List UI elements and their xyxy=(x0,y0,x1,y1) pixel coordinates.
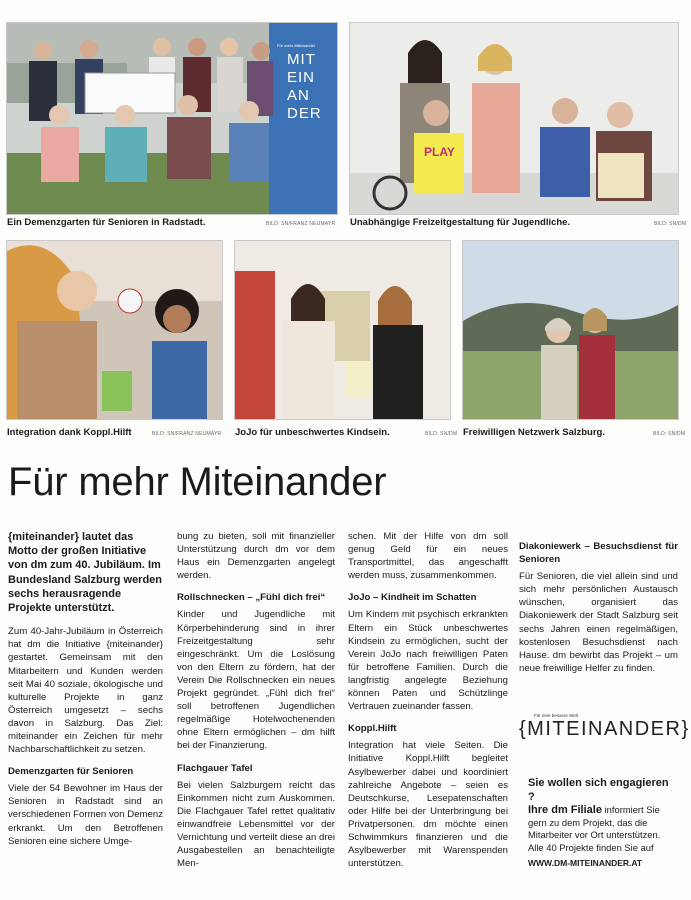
article-column-1 xyxy=(8,530,163,900)
body-paragraph: Bei vielen Salzburgern reicht das Einkommen nicht zum Auskommen. Die Flachgauer Tafel rettet qualitativ einwandfreie Lebensmittel vor der Vernichtung und verteilt diese an drei Ausgabestellen an benachteiligte Men- xyxy=(177,779,335,870)
photo-caption: Ein Demenzgarten für Senioren in Radstadt. xyxy=(7,217,206,228)
info-box xyxy=(528,776,678,870)
photo-credit: BILD: SN/DM xyxy=(653,431,686,437)
photo-freizeit xyxy=(349,22,679,215)
banner-line: MIT xyxy=(287,51,316,68)
subheading: Koppl.Hilft xyxy=(348,723,397,735)
subheading: Diakoniewerk – Besuchsdienst für Senioren xyxy=(519,541,678,566)
subheading: Demenzgarten für Senioren xyxy=(8,766,134,778)
lead-paragraph: {miteinander} lautet das Motto der großen Initiative von dm zum 40. Jubiläum. Im Bundesland Salzburg werden sechs herausragende Projekte unterstützt. xyxy=(8,531,163,615)
photo-jojo xyxy=(234,240,451,420)
body-paragraph: Kinder und Jugendliche mit Körperbehinderung sind in ihrer Freizeitgestaltung sehr eingeschränkt. Um die Loslösung von den Eltern zu fördern, hat der Verein Die Rollschnecken ein neues Projekt gegründet. „Fühl dich frei“ soll betroffenen Jugendlichen regelmäßige Hotelwochenenden ohne Eltern ermöglichen – dm hilft bei der Finanzierung. xyxy=(177,609,335,752)
photo-credit: BILD: SN/FRANZ NEUMAYR xyxy=(266,221,336,227)
body-paragraph: bung zu bieten, soll mit finanzieller Unterstützung durch dm vor dem Haus ein Demenzgarten angelegt werden. xyxy=(177,531,335,582)
info-text: informiert Sie gern zu dem Projekt, das die Mitarbeiter vor Ort unterstützen. Alle 40 Projekte finden Sie auf xyxy=(528,804,661,853)
body-paragraph: Um Kindern mit psychisch erkrankten Eltern ein Stück unbeschwertes Kindsein zu ermöglichen, sucht der Verein JoJo nach freiwilligen Paten für betroffene Familien. Durch die langfristig angelegte Beziehung können Paten und Schützlinge Vertrauen zueinander fassen. xyxy=(348,609,508,713)
photo-credit: BILD: SN/FRANZ NEUMAYR xyxy=(152,431,222,437)
article-column-3 xyxy=(348,530,508,900)
info-url[interactable]: WWW.DM-MITEINANDER.AT xyxy=(528,858,643,868)
photo-caption: Integration dank Koppl.Hilft xyxy=(7,427,132,438)
photo-credit: BILD: SN/DM xyxy=(425,431,458,437)
photo-caption: JoJo für unbeschwertes Kindsein. xyxy=(235,427,390,438)
photo-freiwilligen xyxy=(462,240,679,420)
photo-demenzgarten xyxy=(6,22,338,215)
photo-caption: Freiwilligen Netzwerk Salzburg. xyxy=(463,427,606,438)
info-answer: Ihre dm Filiale xyxy=(528,804,602,816)
body-paragraph: Zum 40-Jahr-Jubiläum in Österreich hat dm die Initiative {miteinander} gestartet. Gemeinsam mit den Mitarbeitern und Kunden werden seit Mai 40 soziale, ökologische und kulturelle Projekte in ganz Österreich umgesetzt – sechs davon in Salzburg. Das Ziel: miteinander ein Zeichen für mehr Nachbarschaftlichkeit zu setzen. xyxy=(8,626,163,756)
photo-integration xyxy=(6,240,223,420)
photo-credit: BILD: SN/DM xyxy=(654,221,687,227)
body-paragraph: Für Senioren, die viel allein sind und sich mehr persönlichen Austausch wünschen, organisiert das Diakoniewerk der Stadt Salzburg seit sechs Jahren einen regelmäßigen, kostenlosen Besuchsdienst nach Hause. dm bewirbt das Projekt – um neue freiwillige Helfer zu finden. xyxy=(519,571,678,674)
banner-line: EIN xyxy=(287,69,316,86)
body-paragraph: Viele der 54 Bewohner im Haus der Senioren in Radstadt sind an verschiedenen Formen von Demenz erkrankt. Um den Betroffenen Senioren eine sichere Umge- xyxy=(8,783,163,847)
photo-caption: Unabhängige Freizeitgestaltung für Jugendliche. xyxy=(350,217,571,228)
subheading: Rollschnecken – „Fühl dich frei“ xyxy=(177,592,326,604)
logo-tagline: Für eine bessere Welt xyxy=(534,713,578,718)
banner-line: DER xyxy=(287,105,322,122)
subheading: Flachgauer Tafel xyxy=(177,762,253,774)
headline: Für mehr Miteinander xyxy=(8,460,387,504)
body-paragraph: Integration hat viele Seiten. Die Initiative Koppl.Hilft begleitet Asylbewerber dabei und koordiniert zahlreiche Angebote – seien es Deutschkurse, Lesepatenschaften oder Hilfe bei der Unterbringung bei Privatpersonen. dm möchte einen Schwimmkurs finanzieren und die Asylbewerber mit Warenspenden unterstützen. xyxy=(348,740,508,870)
banner-line: AN xyxy=(287,87,310,104)
miteinander-logo xyxy=(519,713,690,749)
article-column-2 xyxy=(177,530,335,900)
article-column-4 xyxy=(519,540,678,710)
shirt-text: PLAY xyxy=(424,145,455,159)
logo-text: {MITEINANDER} xyxy=(519,718,690,740)
body-paragraph: schen. Mit der Hilfe von dm soll genug Geld für ein neues Transportmittel, das angeschafft werden muss, zusammenkommen. xyxy=(348,531,508,582)
subheading: JoJo – Kindheit im Schatten xyxy=(348,592,477,604)
info-question: Sie wollen sich engagieren ? xyxy=(528,777,669,803)
banner-small-text: Für mehr Miteinander xyxy=(277,43,316,48)
